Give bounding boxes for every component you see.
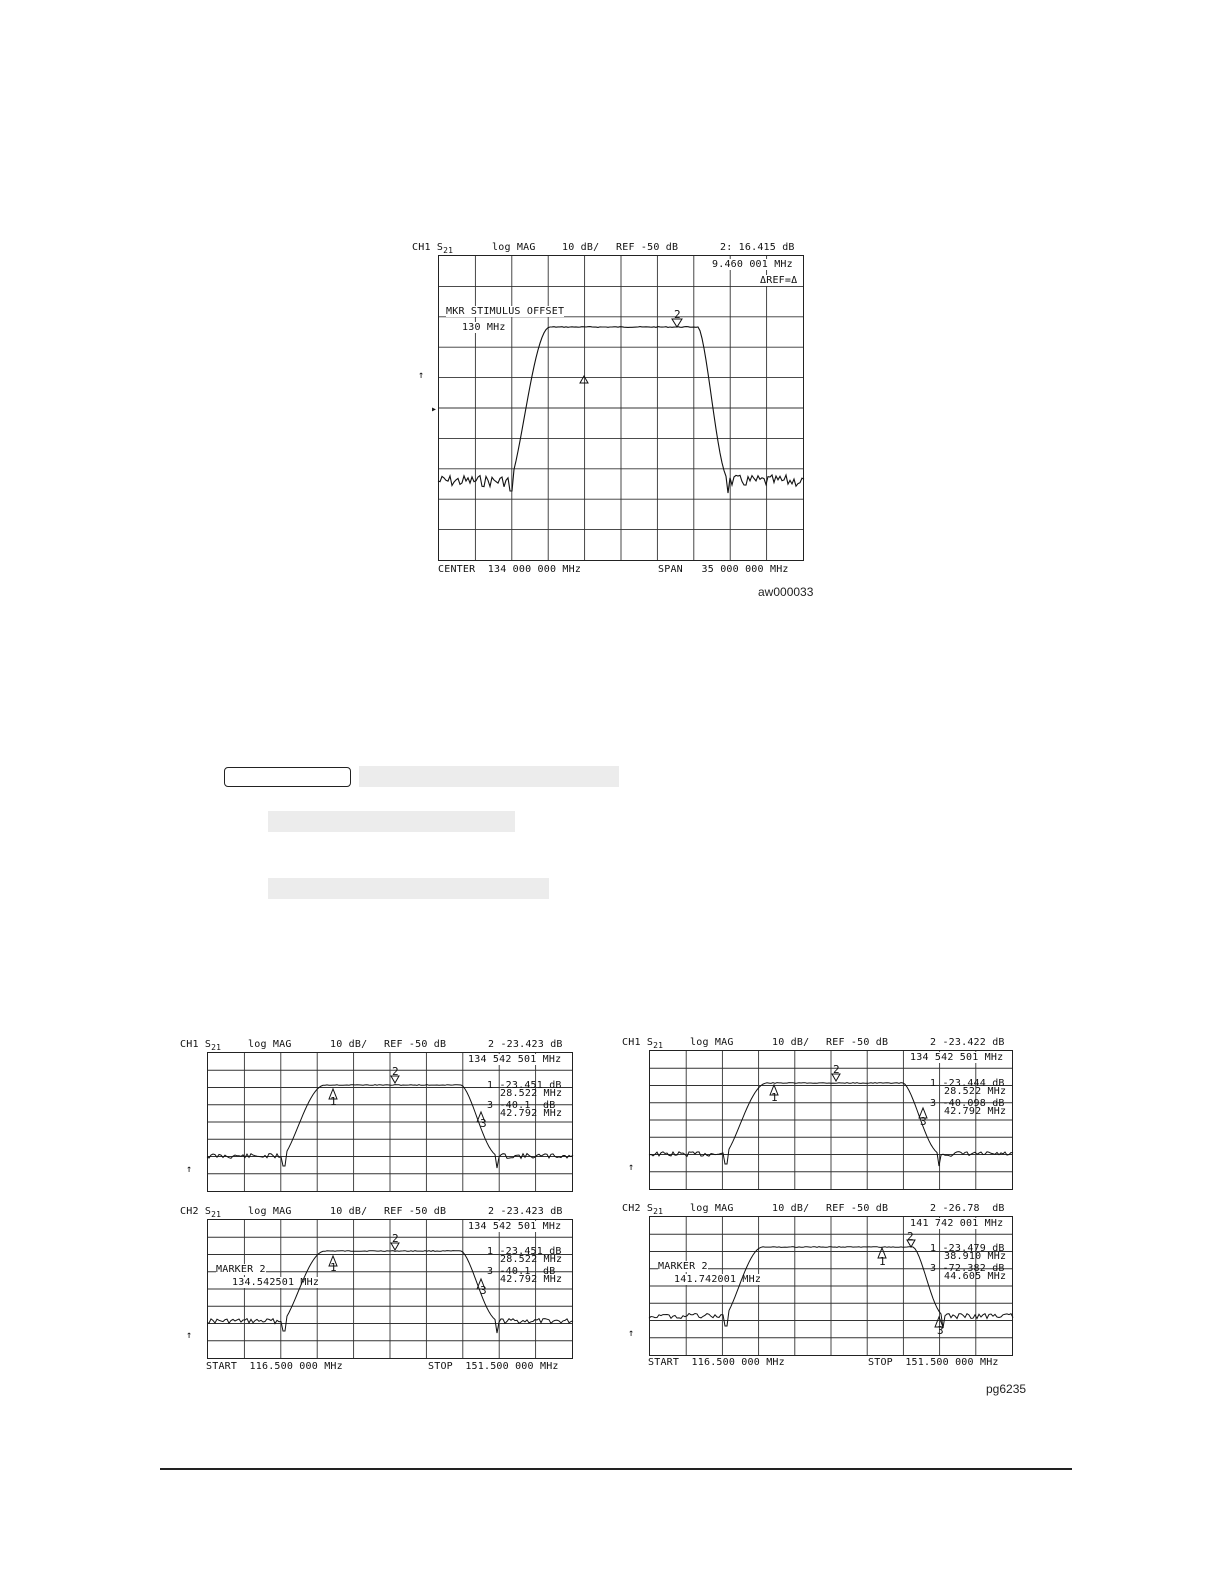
br-start: START 116.500 000 MHz	[648, 1357, 785, 1368]
tl-marker-3: 3	[480, 1117, 487, 1130]
tr-marker-1: 1	[771, 1091, 778, 1104]
br-marker-value: 2 -26.78 dB	[930, 1203, 1005, 1214]
bl-ref-arrow: ↑	[186, 1330, 193, 1341]
tr-ref: REF -50 dB	[826, 1037, 889, 1048]
br-ref-arrow: ↑	[628, 1328, 635, 1339]
br-format: log MAG	[690, 1203, 734, 1214]
bl-annotation-value: 134.542501 MHz	[232, 1277, 320, 1288]
bl-start: START 116.500 000 MHz	[206, 1361, 343, 1372]
f1-marker-stimulus: 9.460 001 MHz	[712, 259, 793, 270]
f1-marker-2-label: 2	[674, 308, 681, 321]
tr-stimulus: 134 542 501 MHz	[910, 1052, 1004, 1063]
redacted-text-2	[268, 811, 515, 832]
br-trace	[649, 1216, 1013, 1356]
br-marker-2: 2	[907, 1230, 914, 1243]
tl-trace	[207, 1052, 573, 1192]
br-scale: 10 dB/	[772, 1203, 810, 1214]
tl-stimulus: 134 542 501 MHz	[468, 1054, 562, 1065]
f1-span: SPAN 35 000 000 MHz	[658, 564, 789, 575]
redacted-text-3	[268, 878, 549, 899]
bl-marker-value: 2 -23.423 dB	[488, 1206, 563, 1217]
bl-scale: 10 dB/	[330, 1206, 368, 1217]
tr-marker-value: 2 -23.422 dB	[930, 1037, 1005, 1048]
bl-stimulus: 134 542 501 MHz	[468, 1221, 562, 1232]
br-m3-stim: 44.605 MHz	[944, 1271, 1007, 1282]
bl-m1-stim: 28.522 MHz	[500, 1254, 563, 1265]
f1-channel: CH1 $S_{21}$	[412, 242, 454, 255]
tl-ref-arrow: ↑	[186, 1164, 193, 1175]
tr-ref-arrow: ↑	[628, 1162, 635, 1173]
tr-marker-3: 3	[920, 1115, 927, 1128]
bl-stop: STOP 151.500 000 MHz	[428, 1361, 559, 1372]
tr-m1-stim: 28.522 MHz	[944, 1086, 1007, 1097]
bl-marker-3: 3	[480, 1284, 487, 1297]
tl-m3-value: 3 -40.1 dB	[487, 1100, 556, 1111]
br-m3-value: 3 -72.382 dB	[930, 1263, 1005, 1274]
f1-marker-value: 2: 16.415 dB	[720, 242, 795, 253]
tl-ref: REF -50 dB	[384, 1039, 447, 1050]
footer-rule	[160, 1468, 1072, 1470]
bl-annotation-title: MARKER 2	[216, 1264, 266, 1275]
br-stop: STOP 151.500 000 MHz	[868, 1357, 999, 1368]
br-ref: REF -50 dB	[826, 1203, 889, 1214]
f1-ref-delta: ΔREF=Δ	[760, 275, 798, 286]
f1-ref: REF -50 dB	[616, 242, 679, 253]
f1-marker-delta	[580, 376, 588, 383]
tl-scale: 10 dB/	[330, 1039, 368, 1050]
bl-m3-stim: 42.792 MHz	[500, 1274, 563, 1285]
br-marker-3: 3	[937, 1324, 944, 1337]
f1-trace	[438, 255, 804, 561]
tr-trace	[649, 1050, 1013, 1190]
f1-annotation-title: MKR STIMULUS OFFSET	[446, 306, 565, 317]
tr-scale: 10 dB/	[772, 1037, 810, 1048]
tr-format: log MAG	[690, 1037, 734, 1048]
tl-m3-stim: 42.792 MHz	[500, 1108, 563, 1119]
bl-m1-value: 1 -23.451 dB	[487, 1246, 562, 1257]
tl-marker-value: 2 -23.423 dB	[488, 1039, 563, 1050]
tr-m1-value: 1 -23.444 dB	[930, 1078, 1005, 1089]
bl-marker-2: 2	[392, 1232, 399, 1245]
redacted-text-1	[359, 766, 619, 787]
bl-marker-1: 1	[330, 1261, 337, 1274]
tl-format: log MAG	[248, 1039, 292, 1050]
f1-ref-arrow: ↑	[418, 370, 425, 381]
br-m1-stim: 38.910 MHz	[944, 1251, 1007, 1262]
tr-m3-value: 3 -40.098 dB	[930, 1098, 1005, 1109]
tr-m3-stim: 42.792 MHz	[944, 1106, 1007, 1117]
f1-figure-id: aw000033	[758, 585, 814, 599]
tr-marker-2: 2	[833, 1063, 840, 1076]
bl-ref: REF -50 dB	[384, 1206, 447, 1217]
br-stimulus: 141 742 001 MHz	[910, 1218, 1004, 1229]
tl-marker-2: 2	[392, 1065, 399, 1078]
f1-format: log MAG	[492, 242, 536, 253]
br-m1-value: 1 -23.479 dB	[930, 1243, 1005, 1254]
tl-m1-stim: 28.522 MHz	[500, 1088, 563, 1099]
f1-ref-pointer: ▸	[431, 404, 438, 415]
bl-trace	[207, 1219, 573, 1359]
tl-m1-value: 1 -23.451 dB	[487, 1080, 562, 1091]
br-annotation-title: MARKER 2	[658, 1261, 708, 1272]
tl-marker-1: 1	[330, 1095, 337, 1108]
bl-m3-value: 3 -40.1 dB	[487, 1266, 556, 1277]
bl-format: log MAG	[248, 1206, 292, 1217]
f1-scale: 10 dB/	[562, 242, 600, 253]
f1-center: CENTER 134 000 000 MHz	[438, 564, 582, 575]
f2-figure-id: pg6235	[986, 1382, 1027, 1396]
f1-annotation-value: 130 MHz	[462, 322, 506, 333]
br-annotation-value: 141.742001 MHz	[674, 1274, 762, 1285]
hardkey-button[interactable]	[224, 767, 351, 787]
br-marker-1: 1	[879, 1255, 886, 1268]
